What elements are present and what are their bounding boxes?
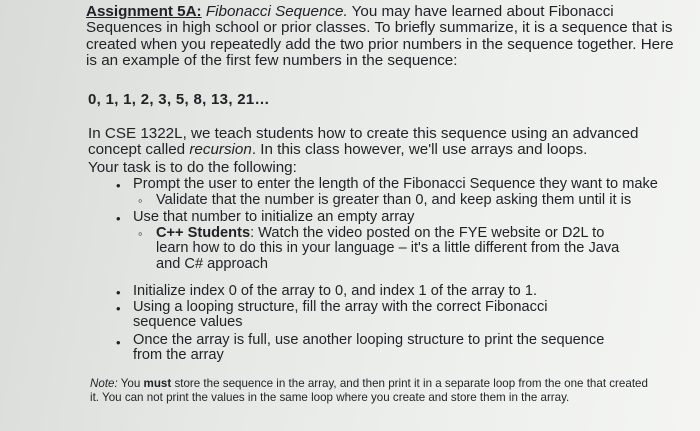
class-info-text-end: . In this class however, we'll use arrays and loops.	[251, 141, 588, 158]
note-label: Note:	[90, 377, 118, 390]
bullet-icon: •	[116, 178, 121, 193]
task-item-initialize-array: Use that number to initialize an empty array	[133, 209, 415, 225]
task-item-initialize-index: Initialize index 0 of the array to 0, and index 1 of the array to 1.	[133, 283, 538, 299]
intro-text: You may have learned about Fibonacci Sequences in high school or prior classes. To briefly summarize, it is a sequence that is created when you repeatedly add the two prior numbers in the sequence together. Here is an example of the first few numbers in the sequence:	[86, 3, 674, 70]
task-sub-cpp	[156, 226, 636, 272]
task-sub-validate: Validate that the number is greater than 0, and keep asking them until it is	[156, 192, 632, 208]
intro-paragraph	[86, 4, 686, 70]
task-item-print: Once the array is full, use another looping structure to print the sequence from the array	[133, 332, 605, 364]
note-paragraph	[90, 377, 650, 404]
sub-bullet-icon: ◦	[138, 193, 143, 208]
bullet-icon: •	[116, 285, 121, 300]
cpp-students-label: C++ Students	[156, 225, 251, 241]
task-item-fill-array: Using a looping structure, fill the array with the correct Fibonacci sequence values	[133, 299, 548, 331]
note-text: store the sequence in the array, and then print it in a separate loop from the one that created it. You can not print the values in the same loop where you create and store them in the array.	[90, 377, 648, 404]
sub-bullet-icon: ◦	[138, 226, 143, 241]
task-item-prompt: Prompt the user to enter the length of the Fibonacci Sequence they want to make	[133, 176, 658, 192]
bullet-icon: •	[116, 335, 121, 350]
task-intro: Your task is to do the following:	[88, 159, 297, 176]
class-info-text: In CSE 1322L, we teach students how to create this sequence using an advanced concept called	[88, 125, 639, 158]
class-info-paragraph	[88, 126, 678, 158]
note-emphasis: must	[143, 377, 172, 390]
assignment-title: Fibonacci Sequence.	[205, 3, 348, 20]
assignment-heading: Assignment 5A:	[86, 3, 202, 20]
cpp-students-text: : Watch the video posted on the FYE website or D2L to learn how to do this in your language – it's a little different from the Java and C# approach	[156, 225, 620, 272]
bullet-icon: •	[116, 301, 121, 316]
bullet-icon: •	[116, 211, 121, 226]
note-text-start: You	[117, 377, 144, 390]
sequence-example: 0, 1, 1, 2, 3, 5, 8, 13, 21…	[88, 91, 270, 108]
recursion-term: recursion	[189, 141, 252, 158]
